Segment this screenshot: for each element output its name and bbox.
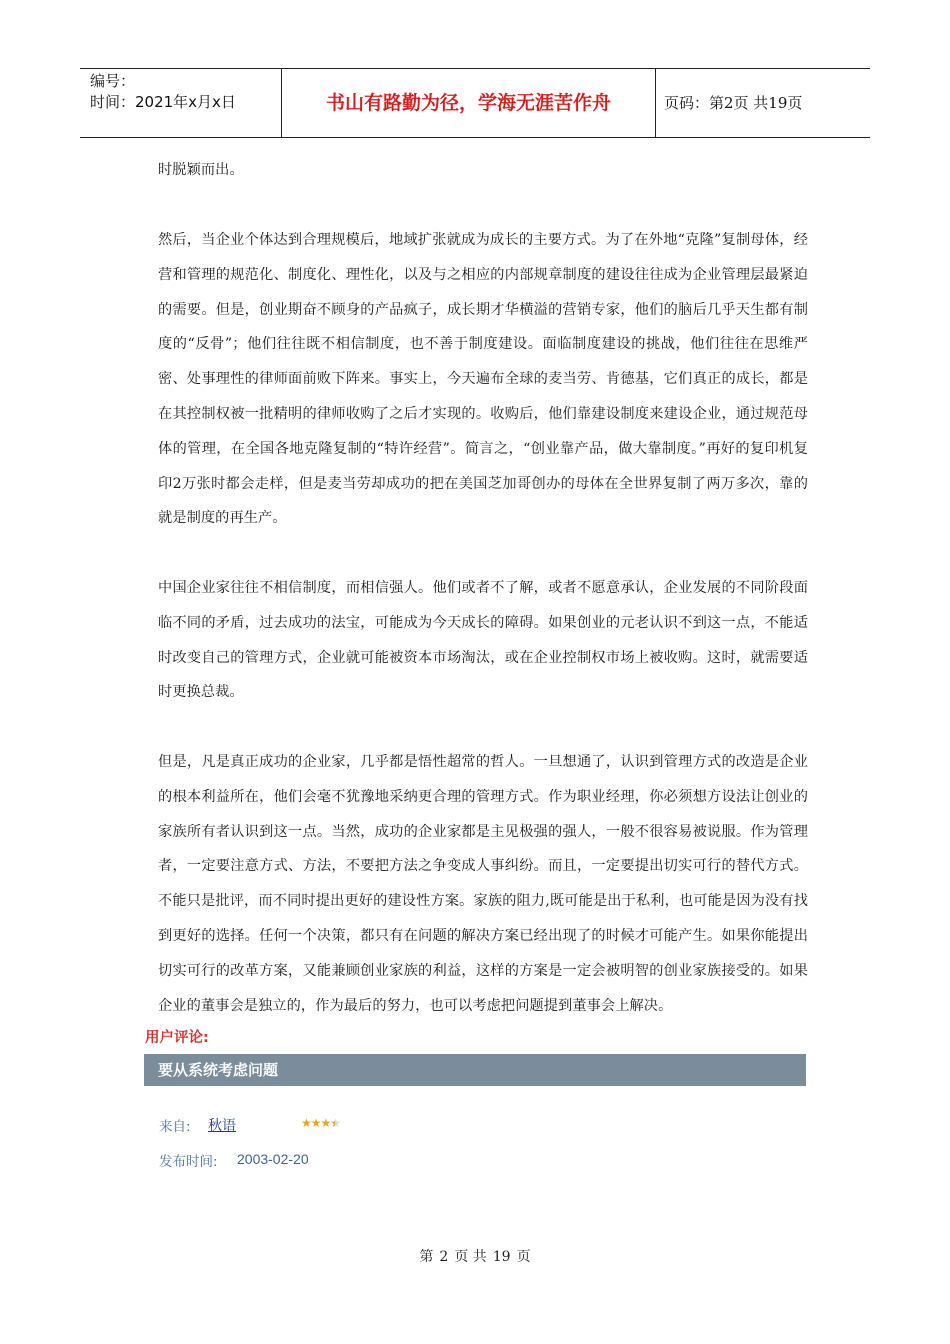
footer-prefix: 第 [419,1249,434,1265]
paragraph-1: 然后，当企业个体达到合理规模后，地域扩张就成为成长的主要方式。为了在外地“克隆”复制母体，经营和管理的规范化、制度化、理性化，以及与之相应的内部规章制度的建设往往成为企业管理层最紧迫的需要。但是，创业期奋不顾身的产品疯子，成长期才华横溢的营销专家，他们的脑后几乎天生都有制度的“反骨”；他们往往既不相信制度，也不善于制度建设。面临制度建设的挑战，他们往往在思维严密、处事理性的律师面前败下阵来。事实上，今天遍布全球的麦当劳、肯德基，它们真正的成长，都是在其控制权被一批精明的律师收购了之后才实现的。收购后，他们靠建设制度来建设企业，通过规范母体的管理，在全国各地克隆复制的“特许经营”。简言之，“创业靠产品，做大靠制度。”再好的复印机复印2万张时都会走样，但是麦当劳却成功的把在美国芝加哥创办的母体在全世界复制了两万多次，靠的就是制度的再生产。 [158,232,808,527]
star-icon: ★ [301,1116,311,1130]
page-footer [0,1246,950,1266]
footer-mid: 页 共 [454,1249,487,1265]
footer-suffix: 页 [516,1249,531,1265]
star-icon: ★ [310,1116,321,1130]
star-icon: ★ [320,1116,331,1130]
header-motto: 书山有路勤为径，学海无涯苦作舟 [282,69,656,137]
from-label: 来自: [159,1119,191,1135]
author-link[interactable]: 秋语 [208,1118,236,1134]
comments-section-title: 用户评论: [145,1030,209,1046]
footer-total-pages: 19 [492,1249,511,1265]
rating-stars [301,1115,340,1131]
paragraph-2: 中国企业家往往不相信制度，而相信强人。他们或者不了解，或者不愿意承认，企业发展的不同阶段面临不同的矛盾，过去成功的法宝，可能成为今天成长的障碍。如果创业的元老认识不到这一点，不能适时改变自己的管理方式，企业就可能被资本市场淘汰，或在企业控制权市场上被收购。这时，就需要适时更换总裁。 [158,580,808,701]
page-header [80,68,870,138]
header-meta-cell [80,69,282,137]
time-label: 时间：2021年x月x日 [90,93,236,111]
paragraph-0: 时脱颖而出。 [158,162,244,178]
paragraph-3: 但是，凡是真正成功的企业家，几乎都是悟性超常的哲人。一旦想通了，认识到管理方式的改造是企业的根本利益所在，他们会毫不犹豫地采纳更合理的管理方式。作为职业经理，你必须想方设法让创业的家族所有者认识到这一点。当然，成功的企业家都是主见极强的强人，一般不很容易被说服。作为管理者，一定要注意方式、方法，不要把方法之争变成人事纠纷。而且，一定要提出切实可行的替代方式。不能只是批评，而不同时提出更好的建设性方案。家族的阻力,既可能是出于私利，也可能是因为没有找到更好的选择。任何一个决策，都只有在问题的解决方案已经出现了的时候才可能产生。如果你能提出切实可行的改革方案，又能兼顾创业家族的利益，这样的方案是一定会被明智的创业家族接受的。如果企业的董事会是独立的，作为最后的努力，也可以考虑把问题提到董事会上解决。 [158,754,808,1014]
publish-date: 2003-02-20 [237,1151,309,1167]
number-label: 编号： [90,72,136,90]
half-star-icon: ★ ★ [330,1115,340,1131]
header-page-code: 页码：第2页 共19页 [664,94,803,112]
date-label: 发布时间: [159,1154,218,1170]
footer-page-number: 2 [439,1249,449,1265]
comment-title-bar: 要从系统考虑问题 [144,1054,806,1086]
